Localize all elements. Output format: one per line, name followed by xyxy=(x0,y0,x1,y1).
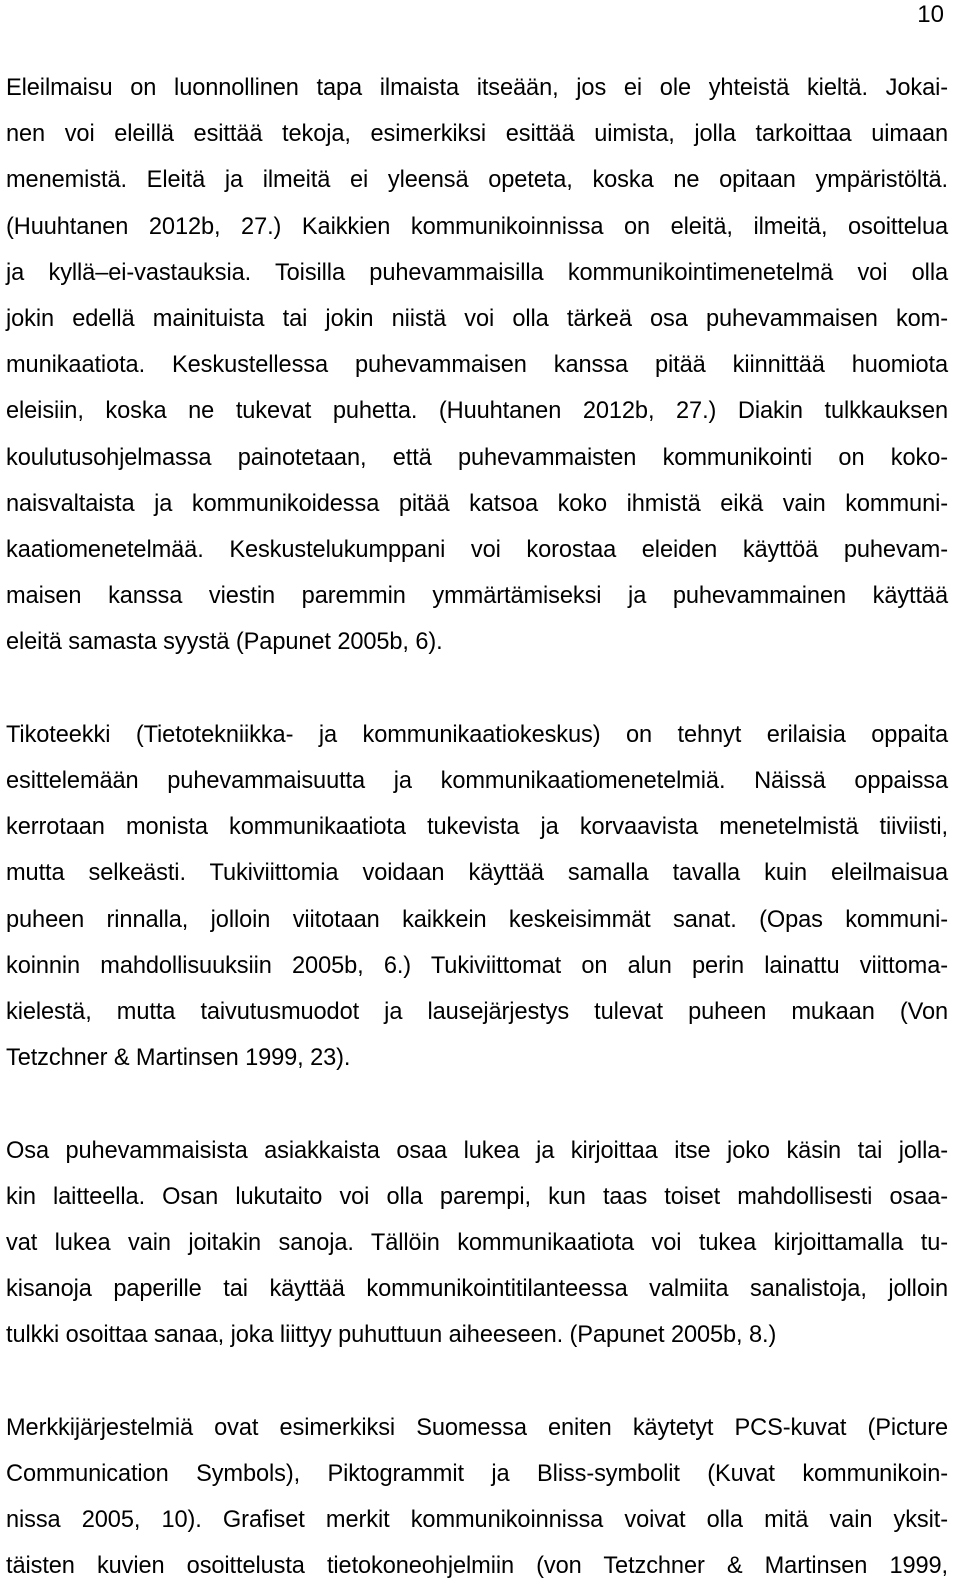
text-line: munikaatiota. Keskustellessa puhevammaisen kanssa pitää kiinnittää huomiota xyxy=(6,352,948,379)
text-line: maisen kanssa viestin paremmin ymmärtämiseksi ja puhevammainen käyttää xyxy=(6,583,948,610)
text-line: koulutusohjelmassa painotetaan, että puhevammaisten kommunikointi on koko- xyxy=(6,444,948,471)
text-line: eleitä samasta syystä (Papunet 2005b, 6). xyxy=(6,629,443,656)
text-line: esittelemään puhevammaisuutta ja kommunikaatiomenetelmiä. Näissä oppaissa xyxy=(6,768,948,795)
paragraph-tikoteekki xyxy=(6,712,948,1082)
text-line: puheen rinnalla, jolloin viitotaan kaikkein keskeisimmät sanat. (Opas kommuni- xyxy=(6,906,948,933)
text-line: Merkkijärjestelmiä ovat esimerkiksi Suomessa eniten käytetyt PCS-kuvat (Picture xyxy=(6,1414,948,1441)
paragraph-lukutaito xyxy=(6,1128,948,1359)
text-line: ja kyllä–ei-vastauksia. Toisilla puhevammaisilla kommunikointimenetelmä voi olla xyxy=(6,259,948,286)
text-line: koinnin mahdollisuuksiin 2005b, 6.) Tukiviittomat on alun perin lainattu viittoma- xyxy=(6,952,948,979)
text-line: jokin edellä mainituista tai jokin niistä voi olla tärkeä osa puhevammaisen kom- xyxy=(6,306,948,333)
text-line: kaatiomenetelmää. Keskustelukumppani voi korostaa eleiden käyttöä puhevam- xyxy=(6,537,948,564)
text-line: Osa puhevammaisista asiakkaista osaa lukea ja kirjoittaa itse joko käsin tai jolla- xyxy=(6,1137,948,1164)
text-line: mutta selkeästi. Tukiviittomia voidaan käyttää samalla tavalla kuin eleilmaisua xyxy=(6,860,948,887)
text-line: (Huuhtanen 2012b, 27.) Kaikkien kommunikoinnissa on eleitä, ilmeitä, osoittelua xyxy=(6,213,948,240)
text-line: Tetzchner & Martinsen 1999, 23). xyxy=(6,1045,351,1072)
text-line: Communication Symbols), Piktogrammit ja Bliss-symbolit (Kuvat kommunikoin- xyxy=(6,1461,948,1488)
text-line: vat lukea vain joitakin sanoja. Tällöin kommunikaatiota voi tukea kirjoittamalla tu- xyxy=(6,1230,948,1257)
paragraph-merkkijarjestelmat xyxy=(6,1405,948,1590)
text-line: naisvaltaista ja kommunikoidessa pitää katsoa koko ihmistä eikä vain kommuni- xyxy=(6,490,948,517)
text-line: kielestä, mutta taivutusmuodot ja lausejärjestys tulevat puheen mukaan (Von xyxy=(6,999,948,1026)
text-line: nen voi eleillä esittää tekoja, esimerkiksi esittää uimista, jolla tarkoittaa uimaan xyxy=(6,121,948,148)
text-line: menemistä. Eleitä ja ilmeitä ei yleensä opeteta, koska ne opitaan ympäristöltä. xyxy=(6,167,948,194)
text-line: Eleilmaisu on luonnollinen tapa ilmaista itseään, jos ei ole yhteistä kieltä. Jokai- xyxy=(6,75,948,101)
text-line: Tikoteekki (Tietotekniikka- ja kommunikaatiokeskus) on tehnyt erilaisia oppaita xyxy=(6,721,948,748)
page-number: 10 xyxy=(917,1,944,28)
paragraph-eleilmaisu xyxy=(6,65,948,666)
text-line: kerrotaan monista kommunikaatiota tukevista ja korvaavista menetelmistä tiiviisti, xyxy=(6,814,948,841)
text-line: tulkki osoittaa sanaa, joka liittyy puhuttuun aiheeseen. (Papunet 2005b, 8.) xyxy=(6,1322,777,1349)
document-body xyxy=(6,65,948,1590)
text-line: nissa 2005, 10). Grafiset merkit kommunikoinnissa voivat olla mitä vain yksit- xyxy=(6,1507,948,1534)
text-line: kisanoja paperille tai käyttää kommunikointitilanteessa valmiita sanalistoja, jolloin xyxy=(6,1276,948,1303)
text-line: eleisiin, koska ne tukevat puhetta. (Huuhtanen 2012b, 27.) Diakin tulkkauksen xyxy=(6,398,948,425)
text-line: täisten kuvien osoittelusta tietokoneohjelmiin (von Tetzchner & Martinsen 1999, xyxy=(6,1553,948,1580)
text-line: kin laitteella. Osan lukutaito voi olla parempi, kun taas toiset mahdollisesti osaa- xyxy=(6,1183,948,1210)
